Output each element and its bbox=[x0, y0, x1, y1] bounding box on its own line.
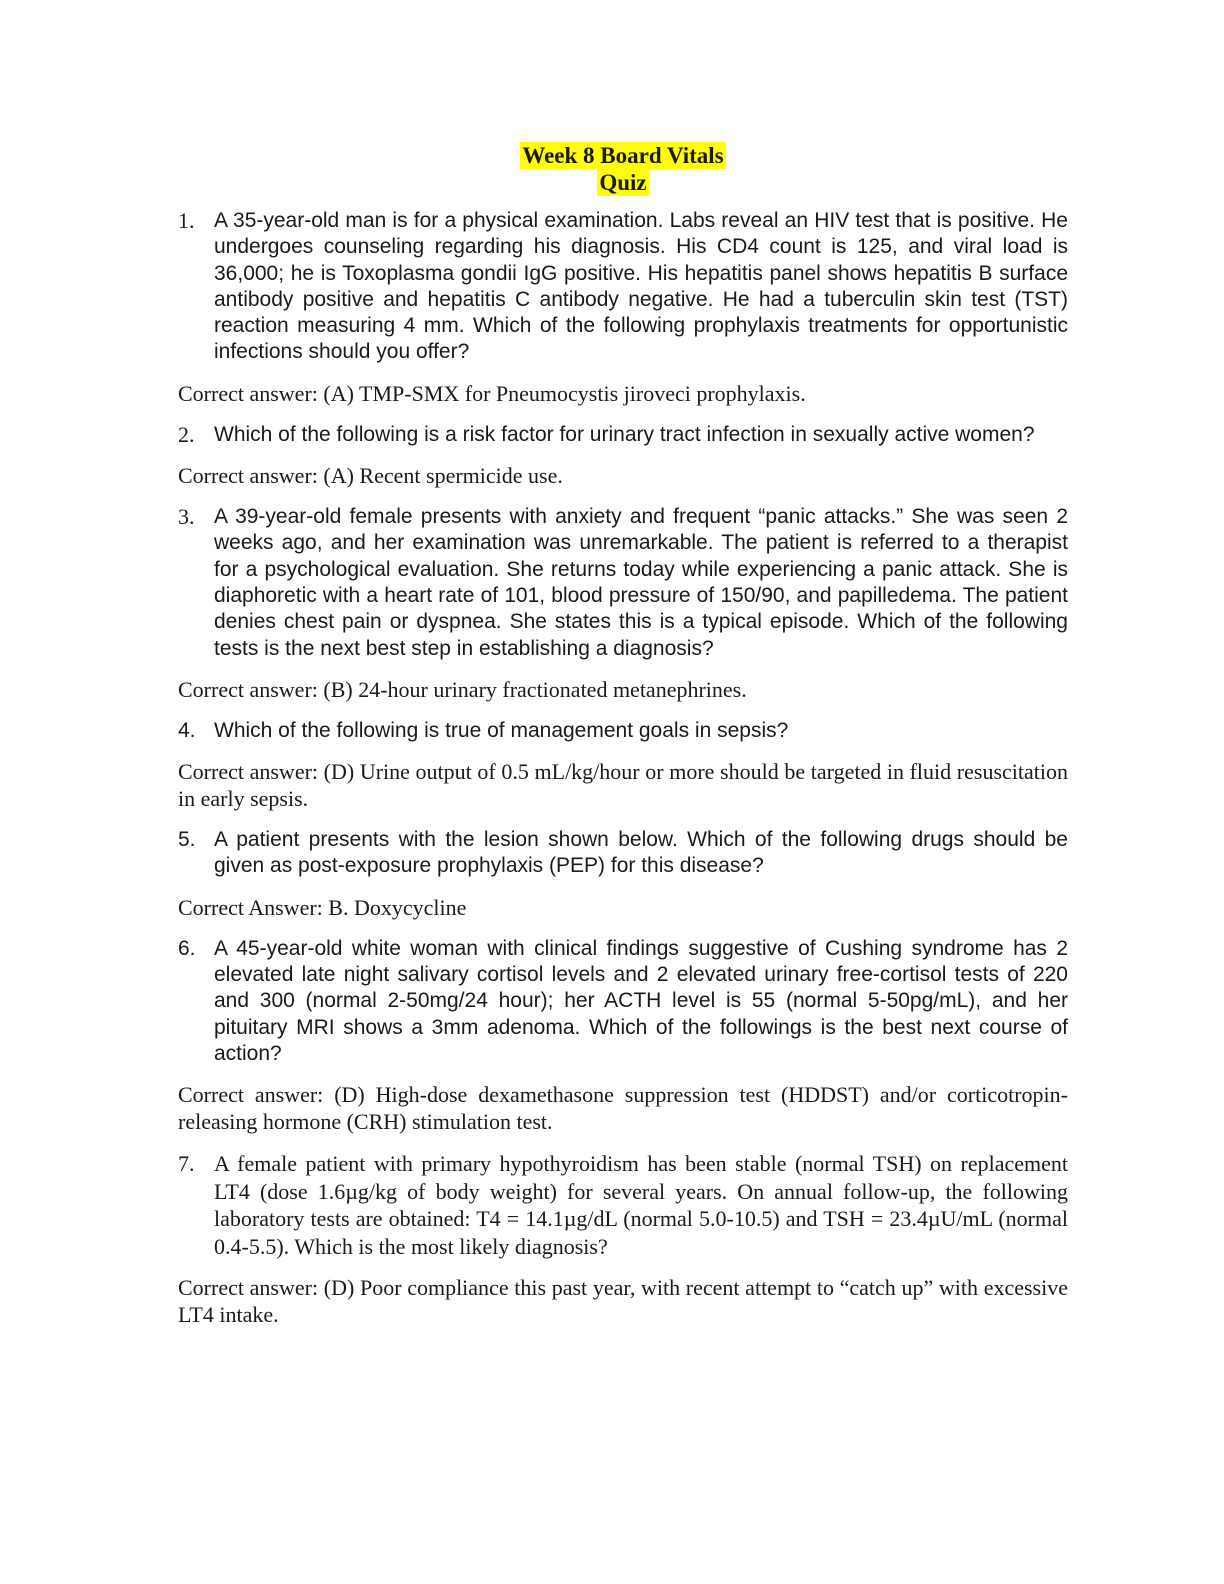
question-number: 6. bbox=[178, 936, 196, 960]
answer-1: Correct answer: (A) TMP-SMX for Pneumocystis jiroveci prophylaxis. bbox=[178, 380, 806, 406]
answer-6: Correct answer: (D) High-dose dexamethasone suppression test (HDDST) and/or corticotropin-releasing hormone (CRH) stimulation test. bbox=[178, 1082, 1068, 1135]
question-text: A female patient with primary hypothyroidism has been stable (normal TSH) on replacement LT4 (dose 1.6µg/kg of body weight) for several years. On annual follow-up, the following laboratory tests are obtained: T4 = 14.1µg/dL (normal 5.0-10.5) and TSH = 23.4µU/mL (normal 0.4-5.5). Which is the most likely diagnosis? bbox=[214, 1151, 1068, 1259]
question-5 bbox=[178, 827, 1068, 880]
answer-4: Correct answer: (D) Urine output of 0.5 mL/kg/hour or more should be targeted in fluid resuscitation in early sepsis. bbox=[178, 759, 1068, 812]
question-7 bbox=[178, 1150, 1068, 1260]
title-line-2: Quiz bbox=[599, 170, 647, 195]
question-number: 4. bbox=[178, 718, 196, 742]
document-page bbox=[178, 142, 1068, 1343]
question-3 bbox=[178, 504, 1068, 662]
answer-5: Correct Answer: B. Doxycycline bbox=[178, 894, 467, 920]
question-text: A 45-year-old white woman with clinical findings suggestive of Cushing syndrome has 2 elevated late night salivary cortisol levels and 2 elevated urinary free-cortisol tests of 220 and 300 (normal 2-50mg/24 hour); her ACTH level is 55 (normal 5-50pg/mL), and her pituitary MRI shows a 3mm adenoma. Which of the followings is the best next course of action? bbox=[214, 936, 1068, 1065]
question-text: A patient presents with the lesion shown below. Which of the following drugs should be given as post-exposure prophylaxis (PEP) for this disease? bbox=[214, 828, 1068, 878]
question-4 bbox=[178, 718, 1068, 744]
document-title bbox=[178, 142, 1068, 196]
question-number: 3. bbox=[178, 504, 195, 530]
answer-3: Correct answer: (B) 24-hour urinary fractionated metanephrines. bbox=[178, 676, 747, 702]
question-number: 5. bbox=[178, 828, 196, 852]
question-number: 7. bbox=[178, 1151, 195, 1177]
question-number: 1. bbox=[178, 208, 195, 233]
question-2 bbox=[178, 422, 1068, 448]
question-number: 2. bbox=[178, 421, 195, 447]
question-text: A 39-year-old female presents with anxiety and frequent “panic attacks.” She was seen 2 weeks ago, and her examination was unremarkable. The patient is referred to a therapist for a psychological evaluation. She returns today while experiencing a panic attack. She is diaphoretic with a heart rate of 101, blood pressure of 150/90, and papilledema. The patient denies chest pain or dyspnea. She states this is a typical episode. Which of the following tests is the next best step in establishing a diagnosis? bbox=[214, 505, 1068, 660]
question-text: Which of the following is true of management goals in sepsis? bbox=[214, 718, 789, 742]
question-1 bbox=[178, 208, 1068, 366]
answer-2: Correct answer: (A) Recent spermicide use. bbox=[178, 463, 563, 489]
title-line-1: Week 8 Board Vitals bbox=[522, 143, 724, 168]
question-text: A 35-year-old man is for a physical examination. Labs reveal an HIV test that is positive. He undergoes counseling regarding his diagnosis. His CD4 count is 125, and viral load is 36,000; he is Toxoplasma gondii IgG positive. His hepatitis panel shows hepatitis B surface antibody positive and hepatitis C antibody negative. He had a tuberculin skin test (TST) reaction measuring 4 mm. Which of the following prophylaxis treatments for opportunistic infections should you offer? bbox=[214, 209, 1068, 364]
question-text: Which of the following is a risk factor for urinary tract infection in sexually active women? bbox=[214, 422, 1035, 446]
answer-7: Correct answer: (D) Poor compliance this past year, with recent attempt to “catch up” with excessive LT4 intake. bbox=[178, 1275, 1068, 1328]
question-6 bbox=[178, 936, 1068, 1067]
